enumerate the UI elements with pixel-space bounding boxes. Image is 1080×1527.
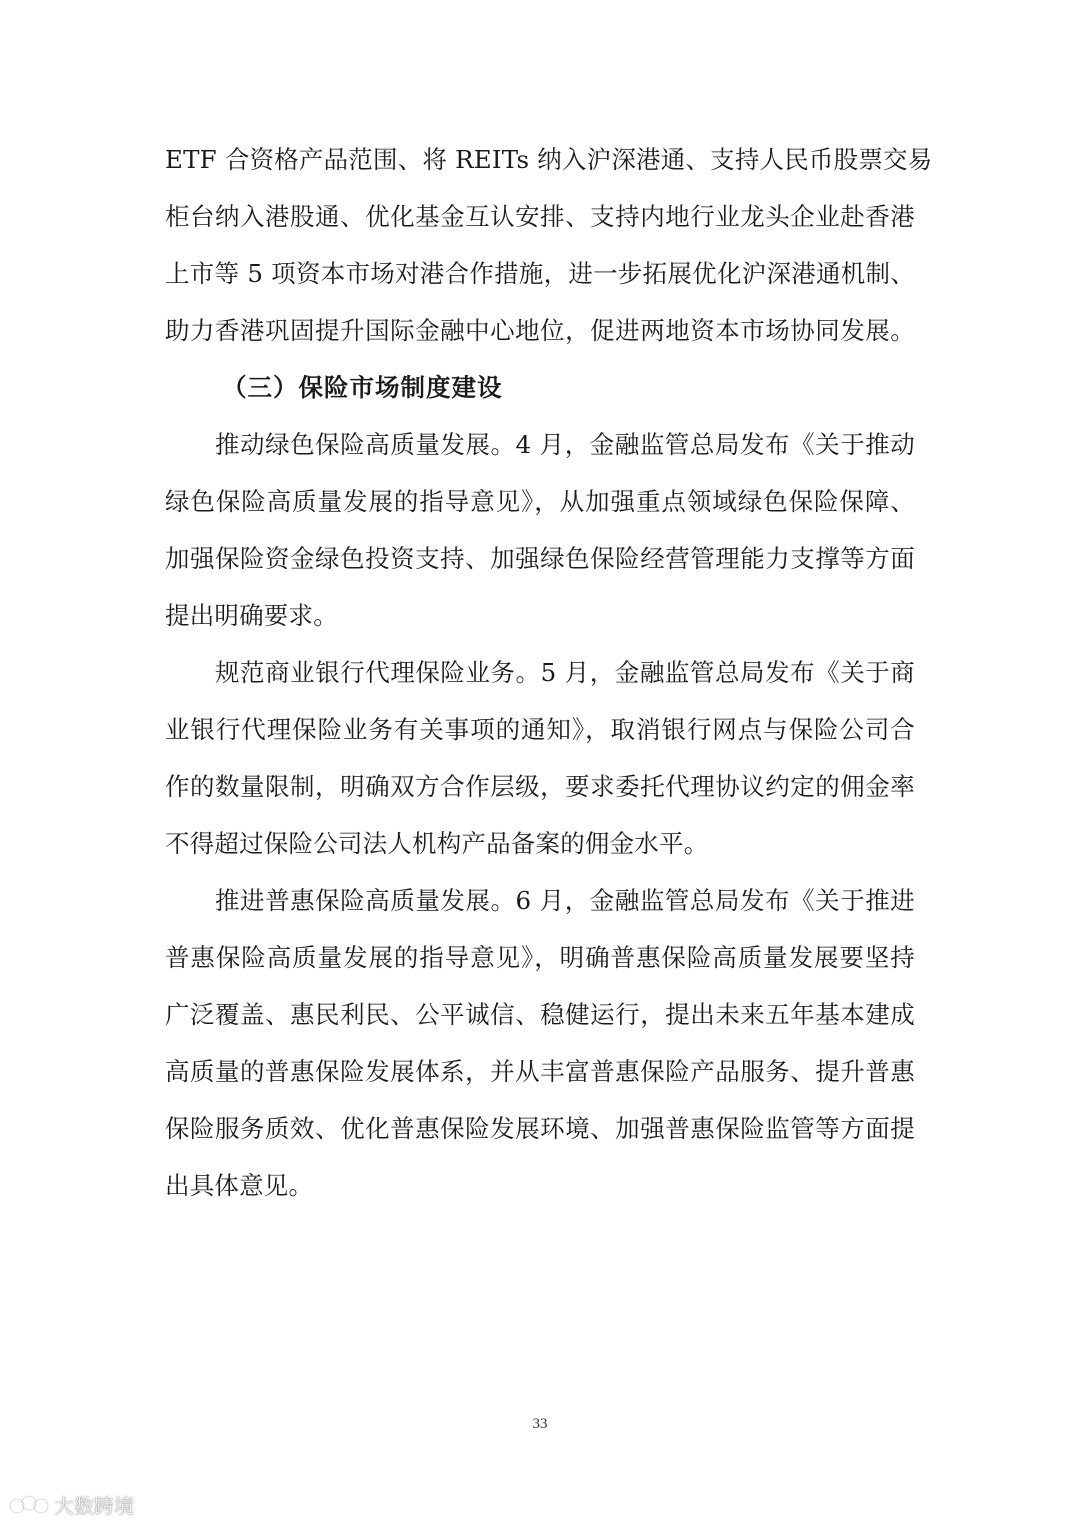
paragraph-line: 加强保险资金绿色投资支持、加强绿色保险经营管理能力支撑等方面 — [165, 544, 915, 573]
section-heading: （三）保险市场制度建设 — [222, 373, 503, 402]
paragraph-line: 广泛覆盖、惠民利民、公平诚信、稳健运行，提出未来五年基本建成 — [165, 1000, 915, 1029]
paragraph-line: 提出明确要求。 — [165, 601, 338, 630]
watermark — [8, 1490, 134, 1519]
paragraph-line: 推进普惠保险高质量发展。6 月，金融监管总局发布《关于推进 — [215, 886, 915, 915]
paragraph-line: 柜台纳入港股通、优化基金互认安排、支持内地行业龙头企业赴香港 — [165, 202, 915, 231]
paragraph-line: 普惠保险高质量发展的指导意见》，明确普惠保险高质量发展要坚持 — [165, 943, 915, 972]
paragraph-line: 推动绿色保险高质量发展。4 月，金融监管总局发布《关于推动 — [215, 430, 915, 459]
paragraph-line: 高质量的普惠保险发展体系，并从丰富普惠保险产品服务、提升普惠 — [165, 1057, 915, 1086]
paragraph-line: 作的数量限制，明确双方合作层级，要求委托代理协议约定的佣金率 — [165, 772, 915, 801]
paragraph-line: 规范商业银行代理保险业务。5 月，金融监管总局发布《关于商 — [215, 658, 915, 687]
page-number: 33 — [532, 1416, 548, 1432]
paragraph-line: 出具体意见。 — [165, 1171, 314, 1200]
paragraph-line: 保险服务质效、优化普惠保险发展环境、加强普惠保险监管等方面提 — [165, 1114, 915, 1143]
paragraph-line: 业银行代理保险业务有关事项的通知》，取消银行网点与保险公司合 — [165, 715, 915, 744]
watermark-text: 大数跨境 — [54, 1494, 134, 1518]
logo-icon — [8, 1492, 50, 1518]
paragraph-line: 不得超过保险公司法人机构产品备案的佣金水平。 — [165, 829, 709, 858]
paragraph-line: 绿色保险高质量发展的指导意见》，从加强重点领域绿色保险保障、 — [165, 487, 915, 516]
paragraph-line: 上市等 5 项资本市场对港合作措施，进一步拓展优化沪深港通机制、 — [165, 259, 915, 288]
paragraph-line: 助力香港巩固提升国际金融中心地位，促进两地资本市场协同发展。 — [165, 316, 915, 345]
paragraph-line: ETF 合资格产品范围、将 REITs 纳入沪深港通、支持人民币股票交易 — [165, 145, 933, 174]
